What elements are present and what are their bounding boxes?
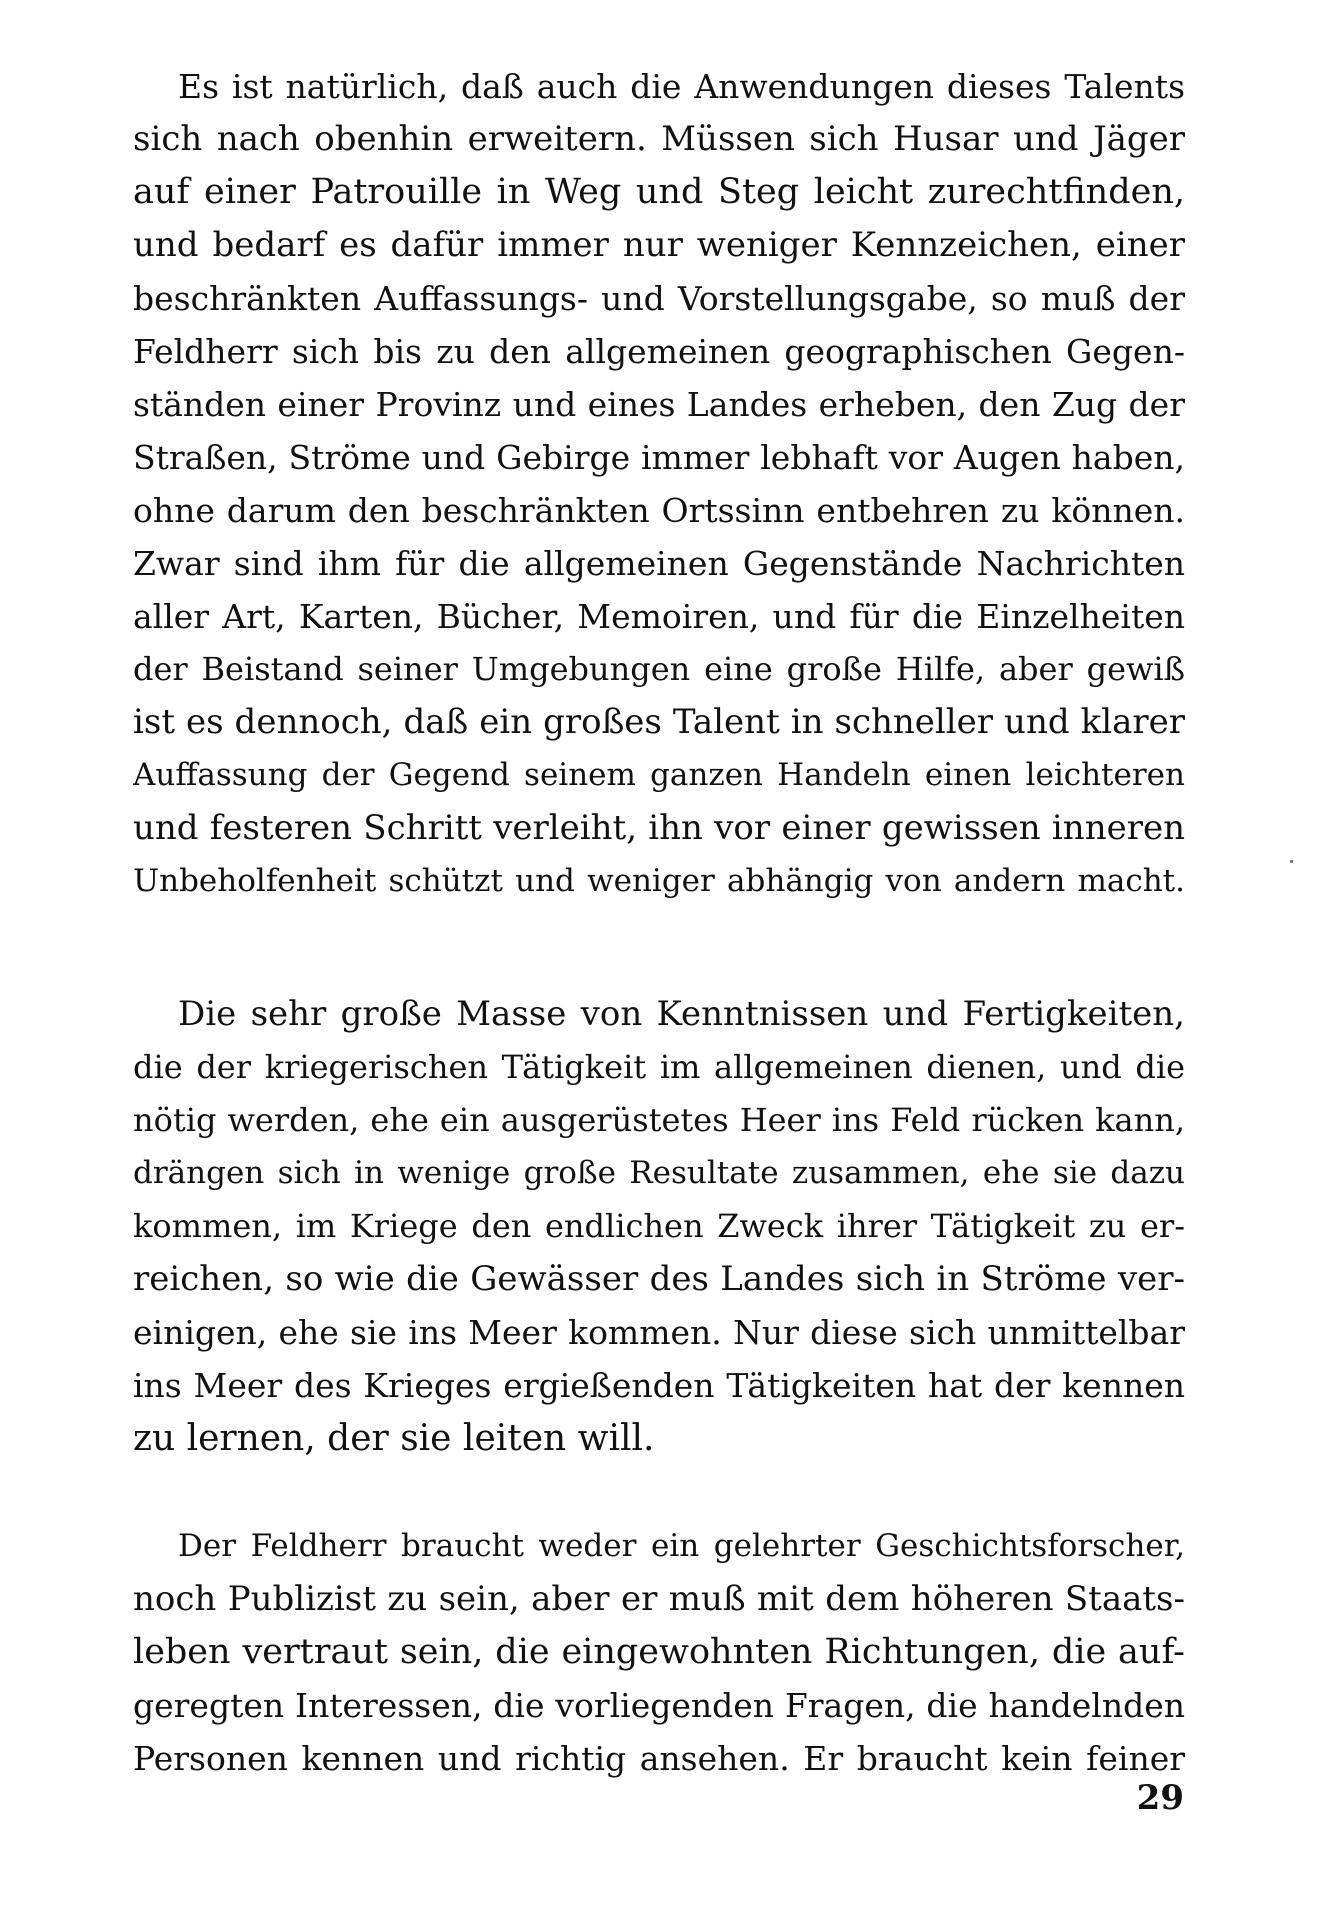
text-line: nötig werden, ehe ein ausgerüstetes Heer ins Feld rücken kann,	[133, 1101, 1185, 1139]
text-line: Es ist natürlich, daß auch die Anwendungen dieses Talents	[178, 67, 1185, 106]
text-line: und festeren Schritt verleiht, ihn vor einer gewissen inneren	[133, 808, 1185, 848]
text-line: ist es dennoch, daß ein großes Talent in schneller und klarer	[133, 702, 1185, 742]
text-line: einigen, ehe sie ins Meer kommen. Nur diese sich unmittelbar	[133, 1313, 1185, 1352]
text-line: die der kriegerischen Tätigkeit im allgemeinen dienen, und die	[133, 1048, 1185, 1086]
text-line: ständen einer Provinz und eines Landes erheben, den Zug der	[133, 385, 1185, 424]
text-line: ohne darum den beschränkten Ortssinn entbehren zu können.	[133, 491, 1185, 530]
text-line: Zwar sind ihm für die allgemeinen Gegenstände Nachrichten	[133, 544, 1185, 583]
text-line: sich nach obenhin erweitern. Müssen sich Husar und Jäger	[133, 119, 1185, 159]
text-line: ins Meer des Krieges ergießenden Tätigkeiten hat der kennen	[133, 1366, 1185, 1405]
margin-dot	[1290, 860, 1293, 863]
text-line: drängen sich in wenige große Resultate zusammen, ehe sie dazu	[133, 1155, 1185, 1191]
text-line: Feldherr sich bis zu den allgemeinen geographischen Gegen-	[133, 332, 1185, 371]
text-line: der Beistand seiner Umgebungen eine große Hilfe, aber gewiß	[133, 650, 1185, 688]
text-line: aller Art, Karten, Bücher, Memoiren, und für die Einzelheiten	[133, 597, 1185, 636]
text-line: und bedarf es dafür immer nur weniger Kennzeichen, einer	[133, 225, 1185, 265]
text-line: Personen kennen und richtig ansehen. Er braucht kein feiner	[133, 1739, 1185, 1778]
text-line: noch Publizist zu sein, aber er muß mit dem höheren Staats-	[133, 1579, 1185, 1619]
text-line: zu lernen, der sie leiten will.	[133, 1418, 655, 1459]
page-number: 29	[1136, 1778, 1184, 1818]
text-line: Die sehr große Masse von Kenntnissen und Fertigkeiten,	[178, 994, 1185, 1034]
text-line: Straßen, Ströme und Gebirge immer lebhaft vor Augen haben,	[133, 438, 1185, 477]
paragraph-1	[133, 60, 1185, 908]
text-line: leben vertraut sein, die eingewohnten Richtungen, die auf-	[133, 1632, 1185, 1672]
text-line: auf einer Patrouille in Weg und Steg leicht zurechtfinden,	[133, 172, 1185, 212]
paragraph-2	[133, 988, 1185, 1465]
text-line: Auffassung der Gegend seinem ganzen Handeln einen leichteren	[133, 757, 1185, 793]
text-line: Unbeholfenheit schützt und weniger abhängig von andern macht.	[133, 863, 1185, 899]
text-line: geregten Interessen, die vorliegenden Fragen, die handelnden	[133, 1686, 1185, 1725]
text-line: Der Feldherr braucht weder ein gelehrter Geschichtsforscher,	[178, 1528, 1185, 1564]
paragraph-3	[133, 1520, 1185, 1785]
text-line: reichen, so wie die Gewässer des Landes sich in Ströme ver-	[133, 1259, 1185, 1299]
text-line: kommen, im Kriege den endlichen Zweck ihrer Tätigkeit zu er-	[133, 1207, 1185, 1245]
text-line: beschränkten Auffassungs- und Vorstellungsgabe, so muß der	[133, 279, 1185, 318]
